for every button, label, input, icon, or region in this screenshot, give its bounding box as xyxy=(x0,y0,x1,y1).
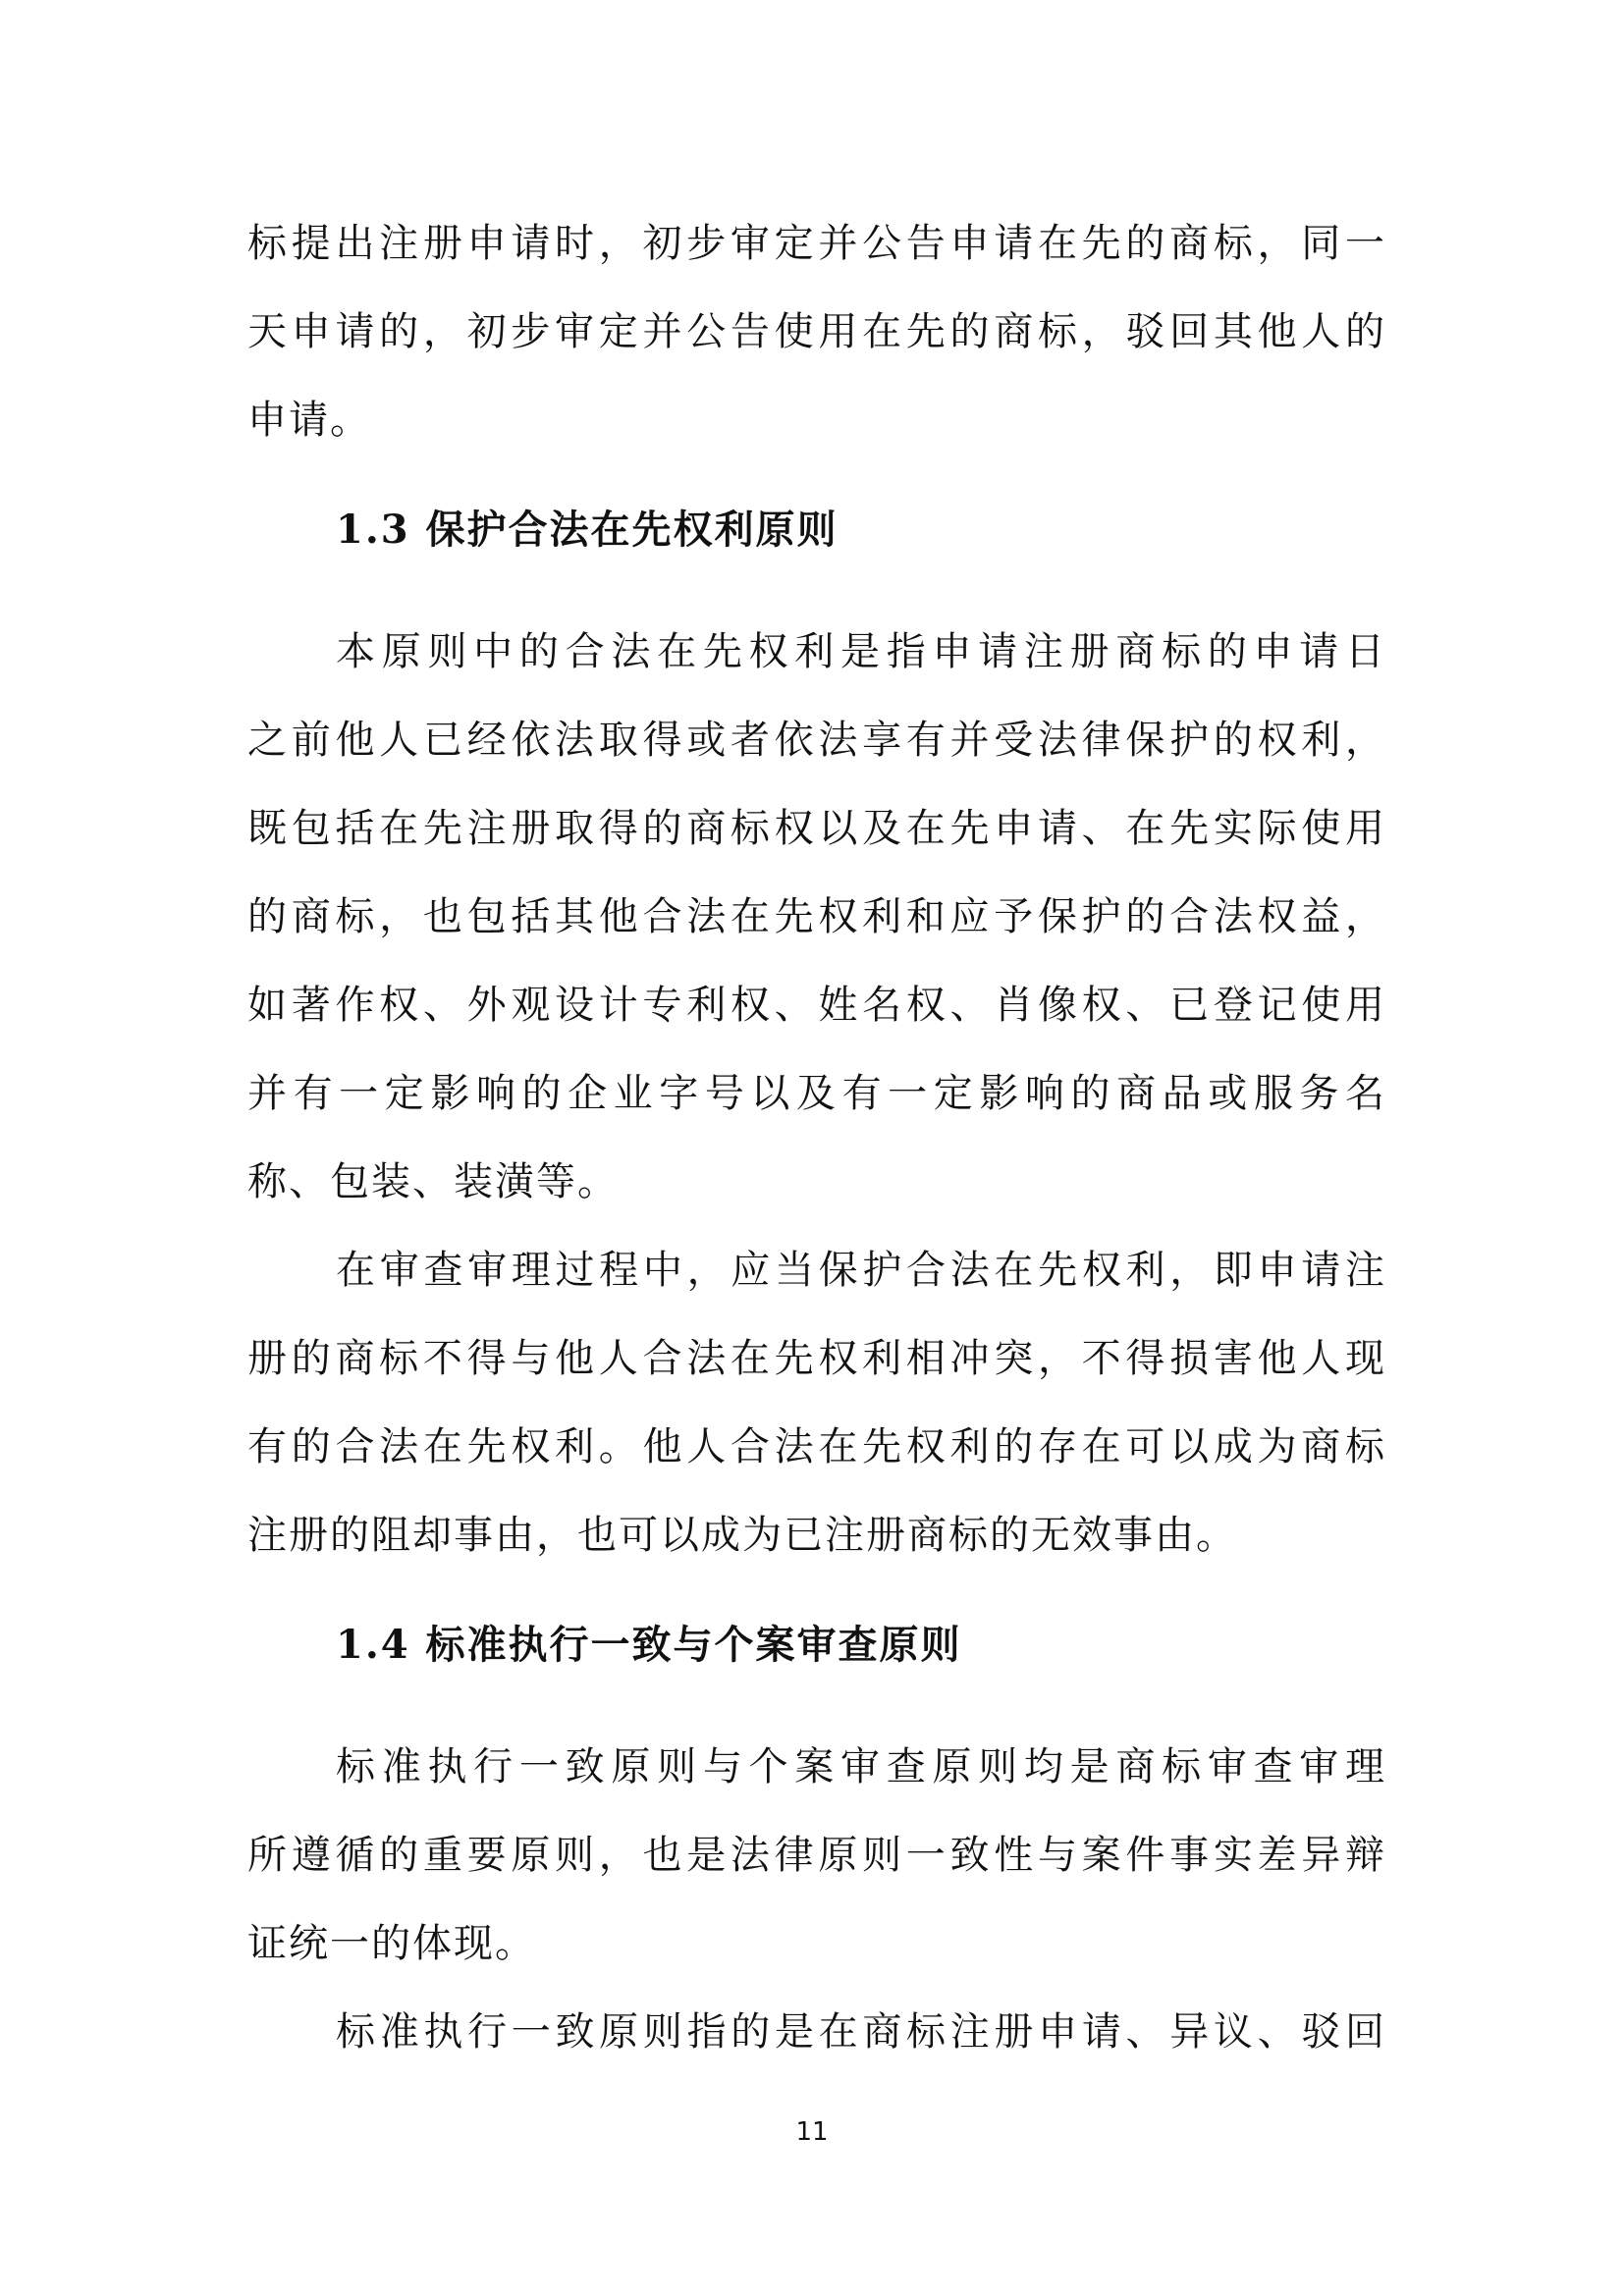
paragraph-line: 如著作权、外观设计专利权、姓名权、肖像权、已登记使用 xyxy=(247,983,1386,1028)
page-number: 11 xyxy=(795,2117,829,2147)
paragraph-line: 标提出注册申请时，初步审定并公告申请在先的商标，同一 xyxy=(247,221,1386,266)
section-heading-1-4: 1.4 标准执行一致与个案审查原则 xyxy=(336,1622,962,1668)
paragraph-line: 的商标，也包括其他合法在先权利和应予保护的合法权益， xyxy=(247,894,1386,939)
paragraph-line: 既包括在先注册取得的商标权以及在先申请、在先实际使用 xyxy=(247,806,1386,851)
paragraph-line: 申请。 xyxy=(247,398,371,443)
paragraph-line: 所遵循的重要原则，也是法律原则一致性与案件事实差异辩 xyxy=(247,1833,1386,1878)
paragraph-line: 之前他人已经依法取得或者依法享有并受法律保护的权利， xyxy=(247,718,1386,763)
paragraph-line: 在审查审理过程中，应当保护合法在先权利，即申请注 xyxy=(336,1248,1386,1293)
paragraph-line: 天申请的，初步审定并公告使用在先的商标，驳回其他人的 xyxy=(247,309,1386,354)
paragraph-line: 注册的阻却事由，也可以成为已注册商标的无效事由。 xyxy=(247,1513,1237,1558)
section-heading-1-3: 1.3 保护合法在先权利原则 xyxy=(336,507,839,553)
paragraph-line: 称、包装、装潢等。 xyxy=(247,1159,619,1204)
paragraph-line: 本原则中的合法在先权利是指申请注册商标的申请日 xyxy=(336,629,1386,674)
paragraph-line: 册的商标不得与他人合法在先权利相冲突，不得损害他人现 xyxy=(247,1336,1386,1381)
paragraph-line: 并有一定影响的企业字号以及有一定影响的商品或服务名 xyxy=(247,1071,1386,1116)
paragraph-line: 标准执行一致原则与个案审查原则均是商标审查审理 xyxy=(336,1744,1386,1789)
paragraph-line: 标准执行一致原则指的是在商标注册申请、异议、驳回 xyxy=(336,2009,1386,2055)
paragraph-line: 证统一的体现。 xyxy=(247,1921,536,1966)
paragraph-line: 有的合法在先权利。他人合法在先权利的存在可以成为商标 xyxy=(247,1424,1386,1469)
